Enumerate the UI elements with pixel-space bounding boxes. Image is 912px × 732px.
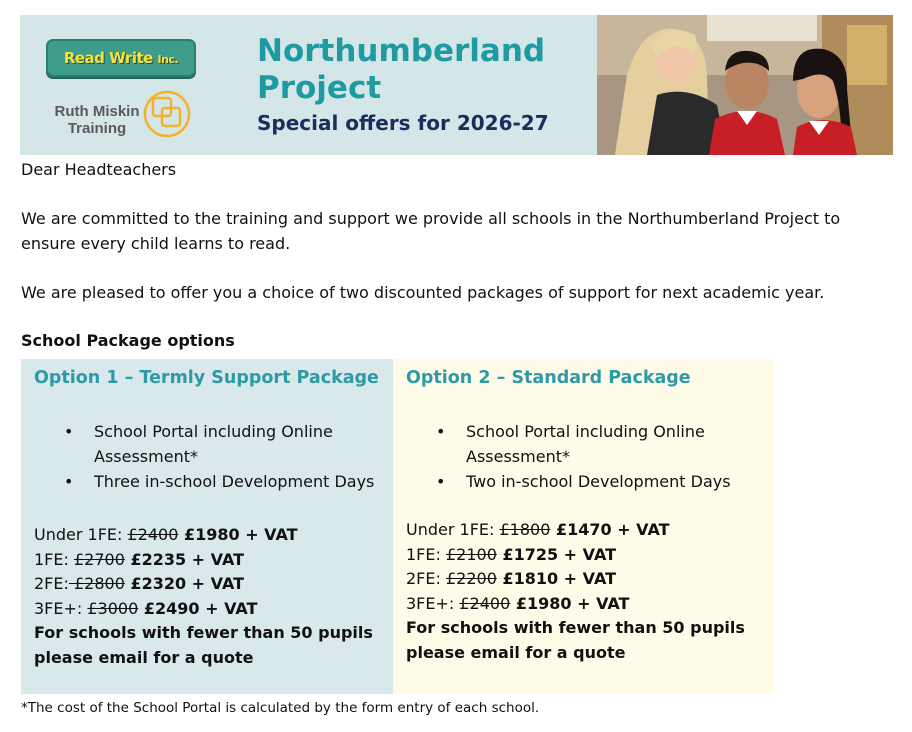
feature-item (34, 469, 384, 494)
new-price: £2235 + VAT (124, 549, 245, 569)
price-label: 3FE+: (406, 593, 460, 613)
feature-text-cont: Assessment* (94, 447, 198, 466)
price-row (34, 548, 384, 573)
new-price: £1810 + VAT (496, 569, 617, 588)
feature-text-cont: Assessment* (466, 447, 570, 466)
price-label: 1FE: (406, 544, 446, 564)
new-price: £2490 + VAT (138, 598, 258, 618)
old-price: £1800 (499, 520, 551, 539)
price-label: Under 1FE: (34, 525, 128, 544)
banner-title-line1: Northumberland (257, 33, 546, 69)
old-price: £3000 (87, 598, 139, 618)
old-price: £2100 (445, 544, 497, 564)
rmt-line1: Ruth Miskin (54, 103, 140, 120)
price-row (34, 597, 384, 622)
rwi-logo-suffix: Inc. (157, 53, 179, 66)
price-label: 2FE: (34, 574, 69, 593)
new-price: £1725 + VAT (496, 544, 617, 564)
banner-title (257, 33, 587, 107)
ruth-miskin-ring-icon (140, 86, 194, 140)
old-price: £2400 (127, 525, 179, 544)
greeting: Dear Headteachers (21, 160, 177, 179)
price-row (406, 543, 756, 568)
feature-text: • Three in-school Development Days (94, 472, 375, 491)
option-1-features (34, 419, 384, 494)
option-1-prices (34, 523, 384, 670)
option-2-panel (393, 359, 773, 694)
banner-subtitle: Special offers for 2026-27 (257, 111, 549, 135)
section-heading: School Package options (21, 331, 235, 350)
new-price: £2320 + VAT (124, 574, 245, 593)
read-write-inc-logo (46, 39, 196, 77)
option-1-title: Option 1 – Termly Support Package (34, 368, 379, 388)
option-2-features (406, 419, 756, 494)
option-1-panel (21, 359, 393, 694)
price-label: 3FE+: (34, 598, 88, 618)
classroom-photo (597, 15, 893, 155)
old-price: £2800 (68, 574, 125, 593)
feature-text: • Two in-school Development Days (466, 472, 731, 491)
note-line2: please email for a quote (34, 647, 254, 667)
option-2-title: Option 2 – Standard Package (406, 368, 691, 388)
old-price: £2200 (445, 569, 497, 588)
intro-paragraph (21, 206, 840, 256)
price-row (406, 567, 756, 592)
price-row (34, 572, 384, 597)
feature-item (406, 469, 756, 494)
note-line1: For schools with fewer than 50 pupils (406, 618, 745, 637)
price-row (34, 523, 384, 548)
option-2-prices (406, 518, 756, 665)
rmt-line2: Training (67, 120, 127, 137)
old-price: £2400 (459, 593, 511, 613)
feature-text: • School Portal including Online (94, 422, 333, 441)
old-price: £2700 (73, 549, 125, 569)
new-price: £1980 + VAT (510, 593, 630, 613)
banner-title-line2: Project (257, 70, 382, 106)
feature-item (406, 419, 756, 469)
offer-paragraph: We are pleased to offer you a choice of two discounted packages of support for next academic year. (21, 283, 825, 302)
price-row (406, 518, 756, 543)
intro-line2: ensure every child learns to read. (21, 234, 291, 253)
new-price: £1980 + VAT (178, 525, 298, 544)
small-school-note (406, 616, 756, 665)
header-banner (20, 15, 893, 155)
footnote: *The cost of the School Portal is calculated by the form entry of each school. (21, 700, 540, 716)
price-label: 1FE: (34, 549, 74, 569)
rwi-logo-text: Read Write (63, 49, 153, 67)
price-label: 2FE: (406, 569, 446, 588)
price-row (406, 592, 756, 617)
ruth-miskin-training-logo-text (51, 103, 143, 137)
new-price: £1470 + VAT (550, 520, 670, 539)
intro-line1: We are committed to the training and support we provide all schools in the Northumberland Project to (21, 209, 841, 228)
small-school-note (34, 621, 384, 670)
feature-item (34, 419, 384, 469)
price-label: Under 1FE: (406, 520, 500, 539)
note-line2: please email for a quote (406, 642, 626, 662)
feature-text: • School Portal including Online (466, 422, 705, 441)
note-line1: For schools with fewer than 50 pupils (34, 623, 373, 642)
